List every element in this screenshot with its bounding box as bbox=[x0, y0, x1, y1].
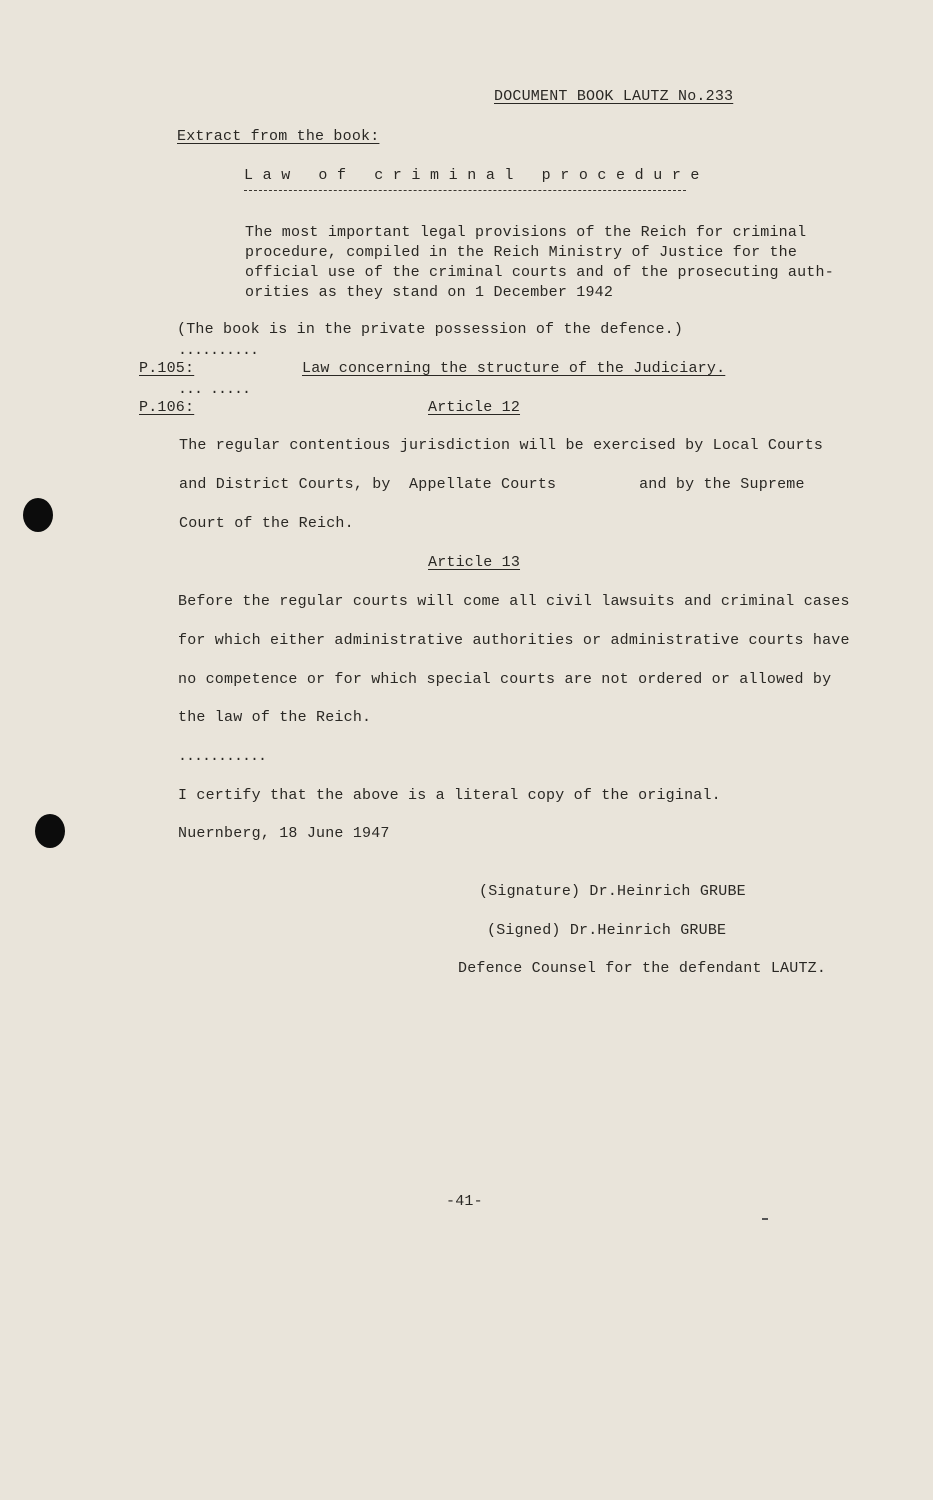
p105-reference: P.105: bbox=[139, 360, 195, 377]
article-12-line-3: Court of the Reich. bbox=[179, 515, 354, 532]
book-title: Law of criminal procedure bbox=[244, 167, 710, 184]
possession-note: (The book is in the private possession of the defence.) bbox=[177, 321, 684, 338]
extract-label: Extract from the book: bbox=[177, 128, 380, 145]
ellipsis-2: ... ..... bbox=[178, 381, 251, 398]
book-description-line-1: The most important legal provisions of the Reich for criminal bbox=[245, 224, 807, 241]
defence-counsel-line: Defence Counsel for the defendant LAUTZ. bbox=[458, 960, 827, 977]
document-reference: DOCUMENT BOOK LAUTZ No.233 bbox=[494, 88, 734, 105]
title-dashed-rule bbox=[244, 190, 686, 191]
page-number: -41- bbox=[446, 1193, 483, 1210]
article-13-heading: Article 13 bbox=[428, 554, 521, 571]
p105-title: Law concerning the structure of the Judiciary. bbox=[302, 360, 726, 377]
margin-mark bbox=[762, 1218, 768, 1220]
signed-line: (Signed) Dr.Heinrich GRUBE bbox=[487, 922, 727, 939]
signature-line: (Signature) Dr.Heinrich GRUBE bbox=[479, 883, 746, 900]
article-13-line-4: the law of the Reich. bbox=[178, 709, 372, 726]
book-description-line-4: orities as they stand on 1 December 1942 bbox=[245, 284, 614, 301]
article-13-line-2: for which either administrative authorities or administrative courts have bbox=[178, 632, 850, 649]
ellipsis-1: .......... bbox=[178, 342, 259, 359]
punch-hole-top bbox=[23, 498, 53, 532]
article-12-line-1: The regular contentious jurisdiction will be exercised by Local Courts bbox=[179, 437, 824, 454]
article-13-line-3: no competence or for which special courts are not ordered or allowed by bbox=[178, 671, 832, 688]
place-and-date: Nuernberg, 18 June 1947 bbox=[178, 825, 390, 842]
article-13-line-1: Before the regular courts will come all civil lawsuits and criminal cases bbox=[178, 593, 850, 610]
p106-reference: P.106: bbox=[139, 399, 195, 416]
book-description-line-3: official use of the criminal courts and of the prosecuting auth- bbox=[245, 264, 834, 281]
ellipsis-3: ........... bbox=[178, 748, 267, 765]
punch-hole-bottom bbox=[35, 814, 65, 848]
book-description-line-2: procedure, compiled in the Reich Ministry of Justice for the bbox=[245, 244, 798, 261]
article-12-heading: Article 12 bbox=[428, 399, 521, 416]
article-12-line-2: and District Courts, by Appellate Courts and by the Supreme bbox=[179, 476, 805, 493]
certification-statement: I certify that the above is a literal copy of the original. bbox=[178, 787, 721, 804]
